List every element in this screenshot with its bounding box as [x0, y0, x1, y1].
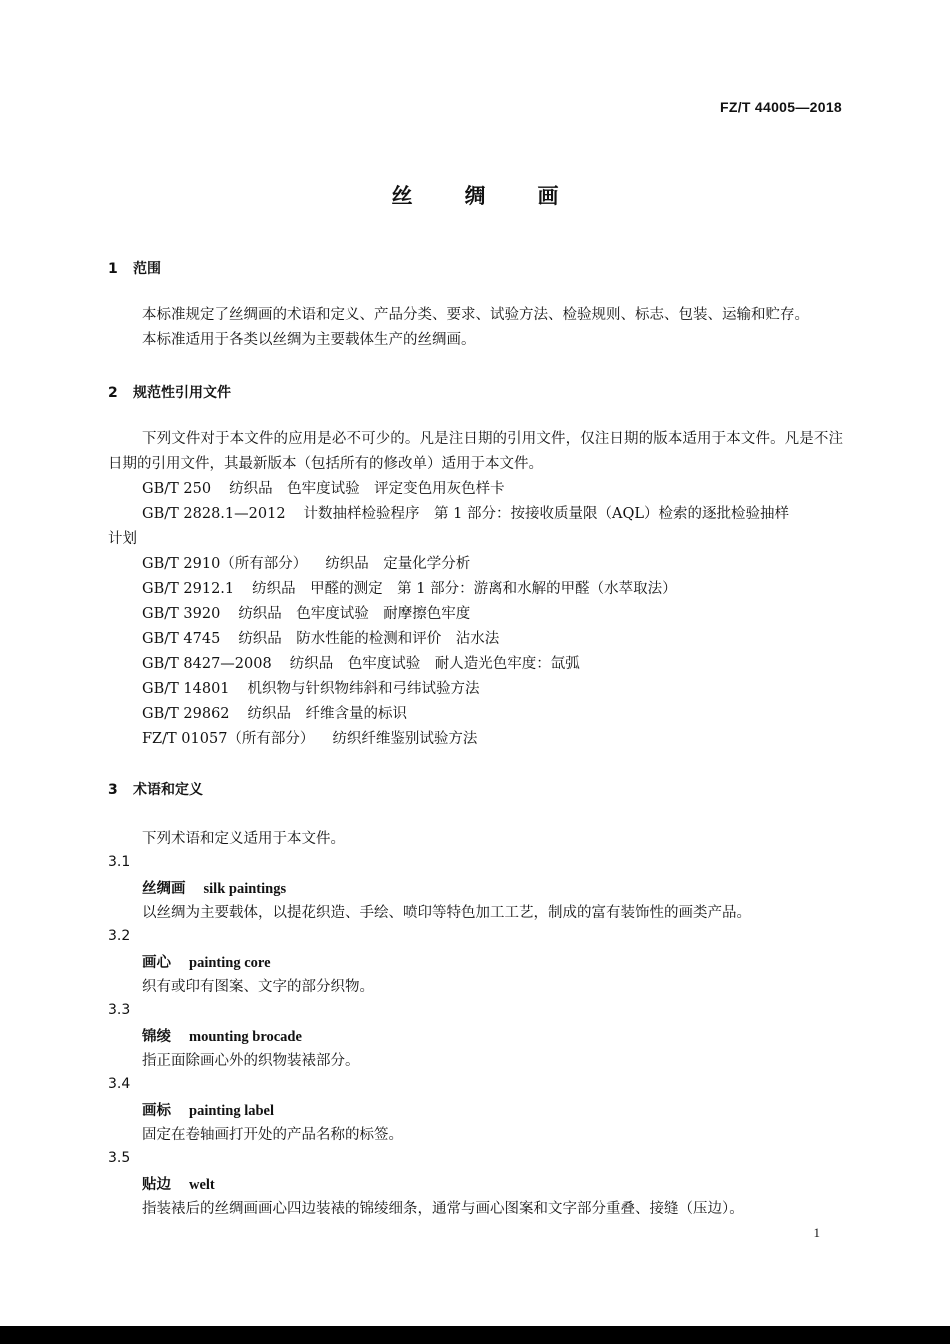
reference-continuation: 计划 [108, 531, 137, 547]
paragraph: 下列文件对于本文件的应用是必不可少的。凡是注日期的引用文件，仅注日期的版本适用于本文件。凡是不注日期的引用文件，其最新版本（包括所有的修改单）适用于本文件。 [108, 431, 843, 472]
reference-code: GB/T 4745 [142, 631, 221, 647]
term-heading [142, 1173, 215, 1194]
reference-code: GB/T 2912.1 [142, 581, 235, 597]
reference-code: GB/T 29862 [142, 706, 230, 722]
term-number: 3.3 [108, 1002, 131, 1018]
section-heading-terms [108, 779, 203, 799]
reference-item [142, 727, 477, 748]
term-en: painting core [189, 955, 271, 971]
reference-title: 纺织品 防水性能的检测和评价 沾水法 [238, 631, 500, 647]
reference-title: 纺织品 色牢度试验 耐摩擦色牢度 [238, 606, 471, 622]
reference-code: GB/T 3920 [142, 606, 221, 622]
reference-code: FZ/T 01057（所有部分） [142, 731, 315, 747]
reference-item [142, 502, 789, 523]
paragraph: 本标准适用于各类以丝绸为主要载体生产的丝绸画。 [142, 332, 476, 348]
term-zh: 贴边 [142, 1176, 171, 1193]
term-en: silk paintings [203, 881, 287, 897]
term-number: 3.5 [108, 1150, 131, 1166]
term-definition: 织有或印有图案、文字的部分织物。 [142, 979, 374, 995]
reference-title: 纺织品 纤维含量的标识 [247, 706, 408, 722]
reference-title: 机织物与针织物纬斜和弓纬试验方法 [247, 681, 480, 697]
paragraph: 下列术语和定义适用于本文件。 [142, 831, 345, 847]
page-number: 1 [813, 1225, 820, 1240]
term-heading [142, 1099, 274, 1120]
term-heading [142, 1025, 302, 1046]
term-zh: 画标 [142, 1102, 171, 1119]
reference-item [142, 602, 470, 623]
reference-code: GB/T 250 [142, 481, 212, 497]
section-heading-normative-references [108, 382, 231, 402]
reference-title: 纺织品 甲醛的测定 第 1 部分：游离和水解的甲醛（水萃取法） [252, 581, 677, 597]
reference-code: GB/T 8427—2008 [142, 656, 272, 672]
section-heading-scope [108, 258, 161, 278]
term-definition: 固定在卷轴画打开处的产品名称的标签。 [142, 1127, 403, 1143]
reference-code: GB/T 2828.1—2012 [142, 506, 286, 522]
section-title: 范围 [133, 261, 161, 277]
reference-item [142, 702, 407, 723]
term-number: 3.2 [108, 928, 131, 944]
paragraph: 本标准规定了丝绸画的术语和定义、产品分类、要求、试验方法、检验规则、标志、包装、运输和贮存。 [142, 307, 809, 323]
section-number: 2 [108, 385, 118, 401]
reference-item [142, 652, 580, 673]
term-zh: 锦绫 [142, 1028, 171, 1045]
document-title: 丝绸画 [391, 184, 611, 208]
reference-title: 计数抽样检验程序 第 1 部分：按接收质量限（AQL）检索的逐批检验抽样 [303, 506, 789, 522]
reference-title: 纺织品 色牢度试验 评定变色用灰色样卡 [229, 481, 505, 497]
section-number: 3 [108, 782, 118, 798]
reference-item [142, 577, 677, 598]
term-zh: 丝绸画 [142, 880, 186, 897]
term-number: 3.1 [108, 854, 131, 870]
term-definition: 以丝绸为主要载体，以提花织造、手绘、喷印等特色加工工艺，制成的富有装饰性的画类产品。 [142, 905, 751, 921]
term-zh: 画心 [142, 954, 171, 971]
reference-item [142, 477, 505, 498]
bottom-border [0, 1326, 950, 1344]
term-heading [142, 877, 286, 898]
section-number: 1 [108, 261, 118, 277]
reference-code: GB/T 2910（所有部分） [142, 556, 308, 572]
standard-code: FZ/T 44005—2018 [719, 99, 842, 115]
term-en: mounting brocade [189, 1029, 302, 1045]
term-en: welt [189, 1177, 215, 1193]
term-heading [142, 951, 271, 972]
section-title: 规范性引用文件 [133, 385, 231, 401]
reference-code: GB/T 14801 [142, 681, 230, 697]
reference-item [142, 627, 499, 648]
term-definition: 指装裱后的丝绸画画心四边装裱的锦绫细条，通常与画心图案和文字部分重叠、接缝（压边）。 [142, 1201, 744, 1217]
reference-title: 纺织品 定量化学分析 [325, 556, 471, 572]
term-en: painting label [189, 1103, 275, 1119]
reference-title: 纺织纤维鉴别试验方法 [332, 731, 478, 747]
section-title: 术语和定义 [133, 782, 203, 798]
reference-title: 纺织品 色牢度试验 耐人造光色牢度：氙弧 [289, 656, 580, 672]
reference-item [142, 677, 480, 698]
reference-item [142, 552, 470, 573]
term-number: 3.4 [108, 1076, 131, 1092]
term-definition: 指正面除画心外的织物装裱部分。 [142, 1053, 360, 1069]
